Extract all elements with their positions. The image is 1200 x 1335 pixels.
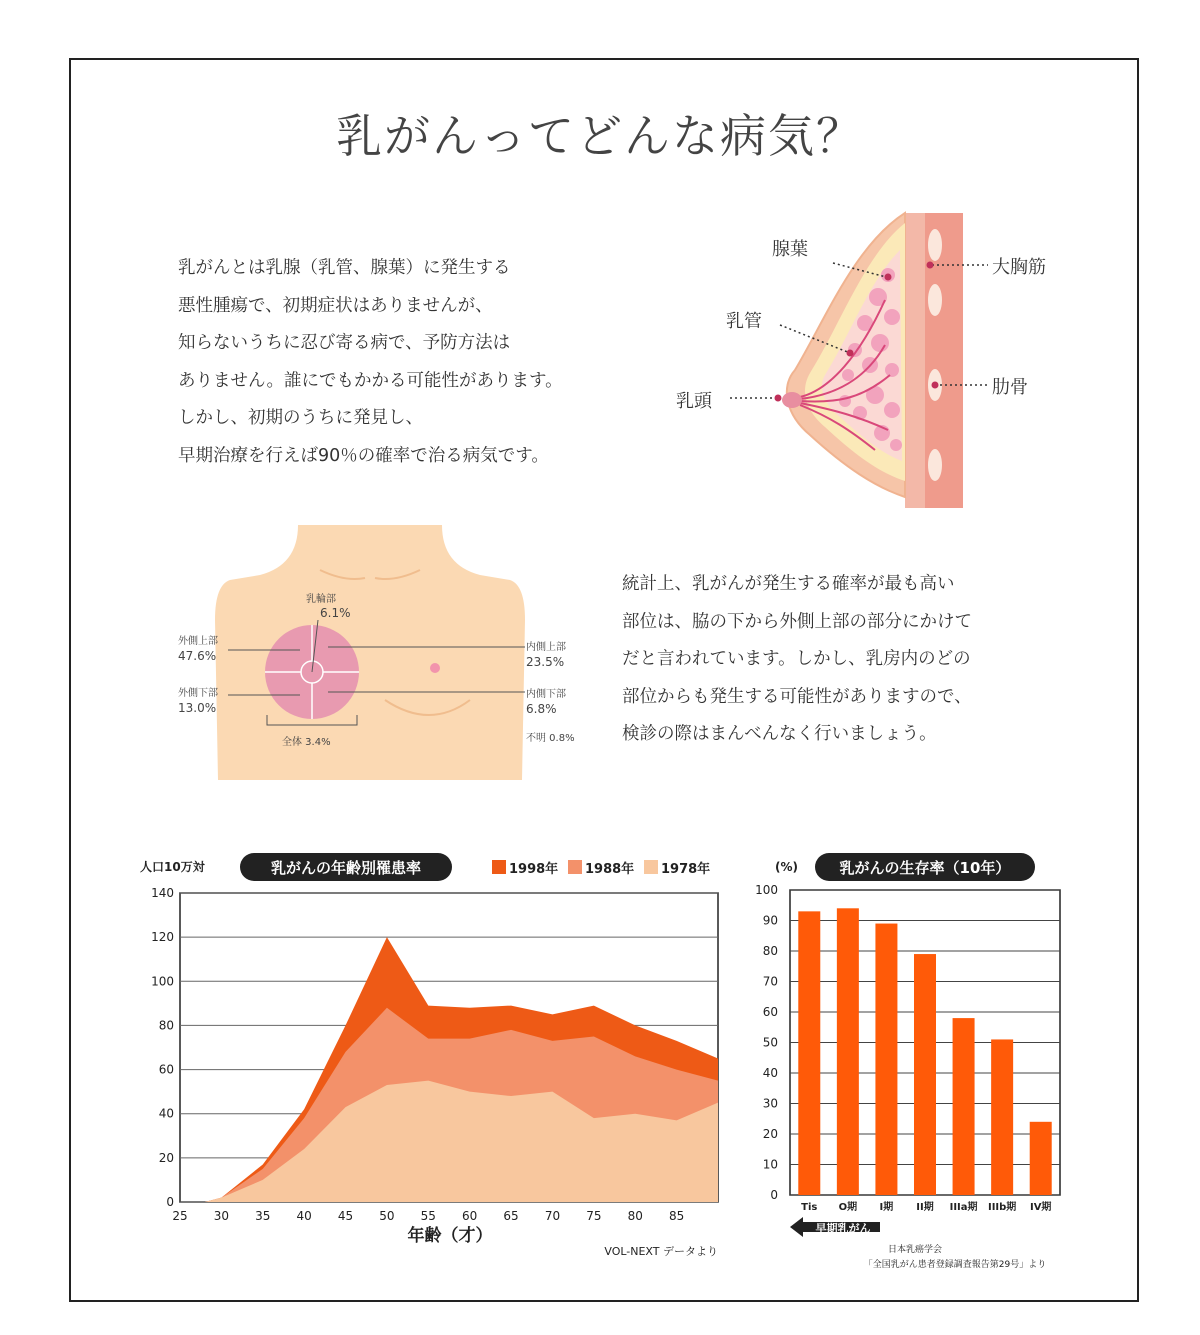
incidence-area-chart xyxy=(140,845,730,1265)
bar-y-tick: 0 xyxy=(770,1188,778,1202)
area-legend xyxy=(492,860,710,877)
area-x-tick: 50 xyxy=(379,1209,395,1223)
bar-y-tick: 20 xyxy=(762,1127,778,1141)
bar-O期 xyxy=(837,908,859,1195)
stats-text xyxy=(622,566,1082,754)
unknown-label: 不明 0.8% xyxy=(526,733,575,744)
area-x-tick: 65 xyxy=(503,1209,519,1223)
nipple-label: 乳頭 xyxy=(676,391,712,412)
right-nipple xyxy=(430,663,440,673)
outer-upper-value: 47.6% xyxy=(178,649,217,663)
bar-y-tick: 80 xyxy=(762,944,778,958)
area-y-tick: 20 xyxy=(158,1150,174,1165)
area-x-tick: 70 xyxy=(544,1209,561,1223)
area-unit-label: 人口10万対 xyxy=(140,860,205,874)
bar-y-tick: 50 xyxy=(762,1035,778,1050)
bar-y-tick: 60 xyxy=(762,1005,778,1019)
area-y-tick: 0 xyxy=(166,1195,174,1209)
bar-x-tick: O期 xyxy=(838,1202,858,1213)
area-x-tick: 55 xyxy=(420,1209,436,1223)
stats-line: だと言われています。しかし、乳房内のどの xyxy=(622,649,971,669)
bar-IIIb期 xyxy=(991,1039,1013,1195)
stats-line: 統計上、乳がんが発生する確率が最も高い xyxy=(622,574,955,594)
outer-lower-label: 外側下部 xyxy=(178,688,218,699)
areola-value: 6.1% xyxy=(320,606,351,620)
bar-x-tick: Tis xyxy=(801,1202,818,1213)
inner-upper-label: 内側上部 xyxy=(526,642,566,653)
area-y-tick: 80 xyxy=(158,1018,174,1033)
page-title: 乳がんってどんな病気？ xyxy=(336,109,864,163)
area-x-tick: 60 xyxy=(462,1209,478,1223)
legend-label: 1978年 xyxy=(661,862,711,877)
bar-II期 xyxy=(914,954,936,1195)
stats-line: 部位からも発生する可能性がありますので、 xyxy=(622,686,972,707)
stats-line: 検診の際はまんべんなく行いましょう。 xyxy=(622,724,937,744)
intro-line: 悪性腫瘍で、初期症状はありませんが、 xyxy=(178,295,493,316)
area-x-tick: 25 xyxy=(172,1209,188,1223)
area-x-tick: 45 xyxy=(337,1209,354,1223)
intro-text xyxy=(178,250,648,475)
bar-y-tick: 40 xyxy=(762,1066,778,1080)
legend-swatch xyxy=(568,860,582,874)
area-x-tick: 30 xyxy=(213,1209,230,1223)
inner-lower-label: 内側下部 xyxy=(526,689,566,700)
area-x-tick: 40 xyxy=(296,1209,312,1223)
stats-line: 部位は、脇の下から外側上部の部分にかけて xyxy=(622,611,972,632)
bar-x-tick: IIIa期 xyxy=(949,1202,978,1213)
area-x-label: 年齢（才） xyxy=(407,1226,493,1246)
bar-source-line1: 日本乳癌学会 xyxy=(887,1245,943,1255)
tumor-location-diagram xyxy=(170,520,600,785)
legend-label: 1988年 xyxy=(585,862,635,877)
pectoral-label: 大胸筋 xyxy=(992,257,1046,278)
early-stage-label: 早期乳がん xyxy=(815,1222,871,1235)
intro-line: 知らないうちに忍び寄る病で、予防方法は xyxy=(178,333,511,353)
area-x-tick: 75 xyxy=(586,1209,602,1223)
intro-line: しかし、初期のうちに発見し、 xyxy=(178,408,423,428)
areola-label: 乳輪部 xyxy=(306,594,336,605)
intro-line: 乳がんとは乳腺（乳管、腺葉）に発生する xyxy=(178,258,511,278)
bar-y-tick: 10 xyxy=(762,1157,778,1172)
outer-upper-label: 外側上部 xyxy=(178,636,218,647)
bar-y-tick: 100 xyxy=(755,883,778,897)
bar-IV期 xyxy=(1030,1122,1052,1195)
whole-label: 全体 3.4% xyxy=(282,737,331,748)
outer-lower-value: 13.0% xyxy=(178,701,217,715)
bar-x-tick: IV期 xyxy=(1029,1202,1052,1213)
bar-x-tick: I期 xyxy=(879,1202,894,1213)
area-y-tick: 100 xyxy=(151,974,174,989)
legend-label: 1998年 xyxy=(509,862,559,877)
area-y-tick: 140 xyxy=(151,886,174,900)
area-chart-title: 乳がんの年齢別罹患率 xyxy=(270,859,422,877)
lobe-label: 腺葉 xyxy=(772,239,808,260)
area-source: VOL-NEXT データより xyxy=(604,1245,718,1258)
area-y-tick: 120 xyxy=(151,930,174,945)
bar-y-tick: 30 xyxy=(762,1096,778,1111)
bar-y-tick: 90 xyxy=(762,913,778,928)
breast-anatomy-diagram xyxy=(660,205,1080,515)
legend-swatch xyxy=(492,860,506,874)
bar-x-tick: II期 xyxy=(916,1202,934,1213)
intro-line: 早期治療を行えば90％の確率で治る病気です。 xyxy=(178,445,549,466)
nipple-shape xyxy=(782,392,802,408)
bar-y-tick: 70 xyxy=(762,974,778,989)
bar-chart-title: 乳がんの生存率（10年） xyxy=(839,859,1011,877)
torso-shape xyxy=(215,525,525,780)
inner-lower-value: 6.8% xyxy=(526,702,557,716)
legend-swatch xyxy=(644,860,658,874)
area-x-tick: 85 xyxy=(668,1209,685,1223)
rib-label: 肋骨 xyxy=(992,377,1028,398)
area-x-tick: 80 xyxy=(627,1209,643,1223)
bar-source-line2: 「全国乳がん患者登録調査報告第29号」より xyxy=(863,1260,1047,1270)
bar-I期 xyxy=(875,924,897,1195)
bar-IIIa期 xyxy=(953,1018,975,1195)
intro-line: ありません。誰にでもかかる可能性があります。 xyxy=(178,370,563,391)
survival-bar-chart xyxy=(745,845,1075,1285)
bar-Tis xyxy=(798,911,820,1195)
duct-label: 乳管 xyxy=(726,311,762,332)
area-x-tick: 35 xyxy=(255,1209,271,1223)
area-y-tick: 60 xyxy=(158,1062,174,1077)
bar-x-tick: IIIb期 xyxy=(987,1202,1017,1213)
bar-unit-label: (%) xyxy=(775,860,798,874)
area-y-tick: 40 xyxy=(158,1106,174,1121)
inner-upper-value: 23.5% xyxy=(526,655,565,669)
